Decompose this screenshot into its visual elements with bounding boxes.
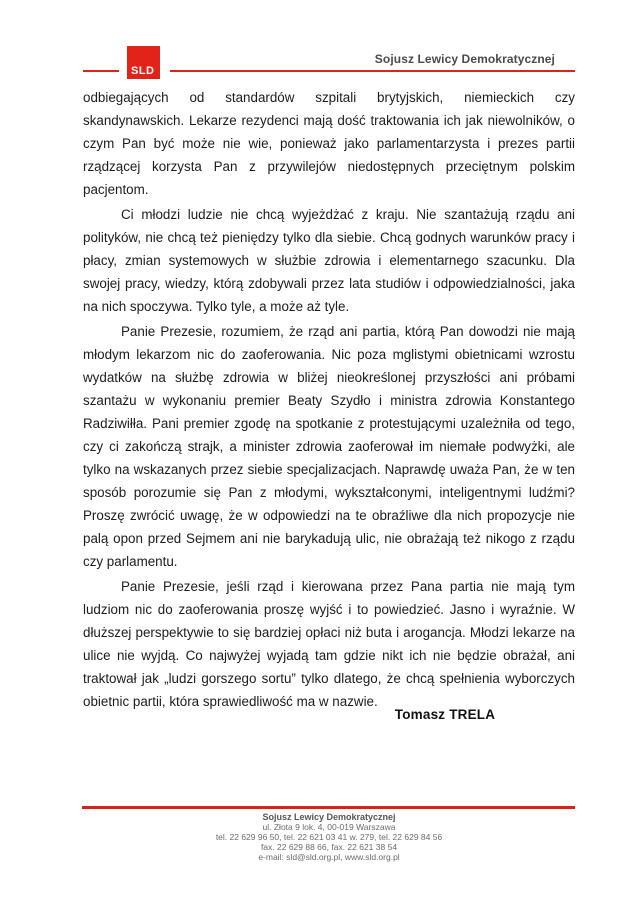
paragraph-2: Ci młodzi ludzie nie chcą wyjeżdżać z kraju. Nie szantażują rządu ani polityków, nie chcą też pieniędzy tylko dla siebie. Chcą godnych warunków pracy i płacy, zmian systemowych w służbie zdrowia i elementarnego szacunku. Dla swojej pracy, wiedzy, którą zdobywali przez lata studiów i odpowiedzialności, jaka na nich spoczywa. Tylko tyle, a może aż tyle.	[83, 207, 575, 314]
footer-org-name: Sojusz Lewicy Demokratycznej	[262, 812, 396, 822]
footer-email-web: e-mail: sld@sld.org.pl, www.sld.org.pl	[258, 852, 400, 862]
header-org-name: Sojusz Lewicy Demokratycznej	[374, 52, 555, 66]
header-rule-main	[170, 70, 575, 72]
footer-fax: fax. 22 629 88 66, fax. 22 621 38 54	[260, 842, 398, 852]
sld-logo	[127, 46, 160, 79]
footer	[83, 812, 575, 862]
footer-phones: tel. 22 629 96 50, tel. 22 621 03 41 w. 279, tel. 22 629 84 56	[215, 832, 443, 842]
paragraph-3: Panie Prezesie, rozumiem, że rząd ani partia, którą Pan dowodzi nie mają młodym lekarzom nic do zaoferowania. Nic poza mglistymi obietnicami wzrostu wydatków na służbę zdrowia w bliżej nieokreślonej przyszłości ani próbami szantażu w wykonaniu premier Beaty Szydło i ministra zdrowia Konstantego Radziwiłła. Pani premier zgodę na spotkanie z protestującymi uzależniła od tego, czy ci zakończą strajk, a minister zdrowia zaoferował im niemałe podwyżki, ale tylko na wskazanych przez siebie specjalizacjach. Naprawdę uważa Pan, że w ten sposób porozumie się Pan z młodymi, wykształconymi, inteligentnymi ludźmi? Proszę zwrócić uwagę, że w odpowiedzi na te obraźliwe dla nich propozycje nie palą opon przed Sejmem ani nie barykadują ulic, nie obrażają też nikogo z rządu czy parlamentu.	[83, 324, 575, 569]
header-rule-left	[83, 70, 119, 72]
letter-body	[83, 86, 575, 715]
footer-rule	[82, 806, 575, 809]
signature-name: Tomasz TRELA	[394, 707, 496, 722]
paragraph-4: Panie Prezesie, jeśli rząd i kierowana przez Pana partia nie mają tym ludziom nic do zaoferowania proszę wyjść i to powiedzieć. Jasno i wyraźnie. W dłuższej perspektywie to się bardziej opłaci niż buta i arogancja. Młodzi lekarze na ulice nie wyjdą. Co najwyżej wyjadą tam gdzie nikt ich nie będzie obrażał, ani traktował jak „ludzi gorszego sortu” tylko dlatego, że chcą spełnienia wyborczych obietnic partii, która sprawiedliwość ma w nazwie.	[83, 579, 575, 709]
footer-address: ul. Złota 9 lok. 4, 00-019 Warszawa	[262, 822, 396, 832]
paragraph-1: odbiegających od standardów szpitali brytyjskich, niemieckich czy skandynawskich. Lekarze rezydenci mają dość traktowania ich jak niewolników, o czym Pan być może nie wie, ponieważ jako parlamentarzysta i prezes partii rządzącej korzysta Pan z przywilejów niedostępnych przeciętnym polskim pacjentom.	[83, 90, 575, 197]
sld-logo-text: SLD	[131, 65, 155, 77]
